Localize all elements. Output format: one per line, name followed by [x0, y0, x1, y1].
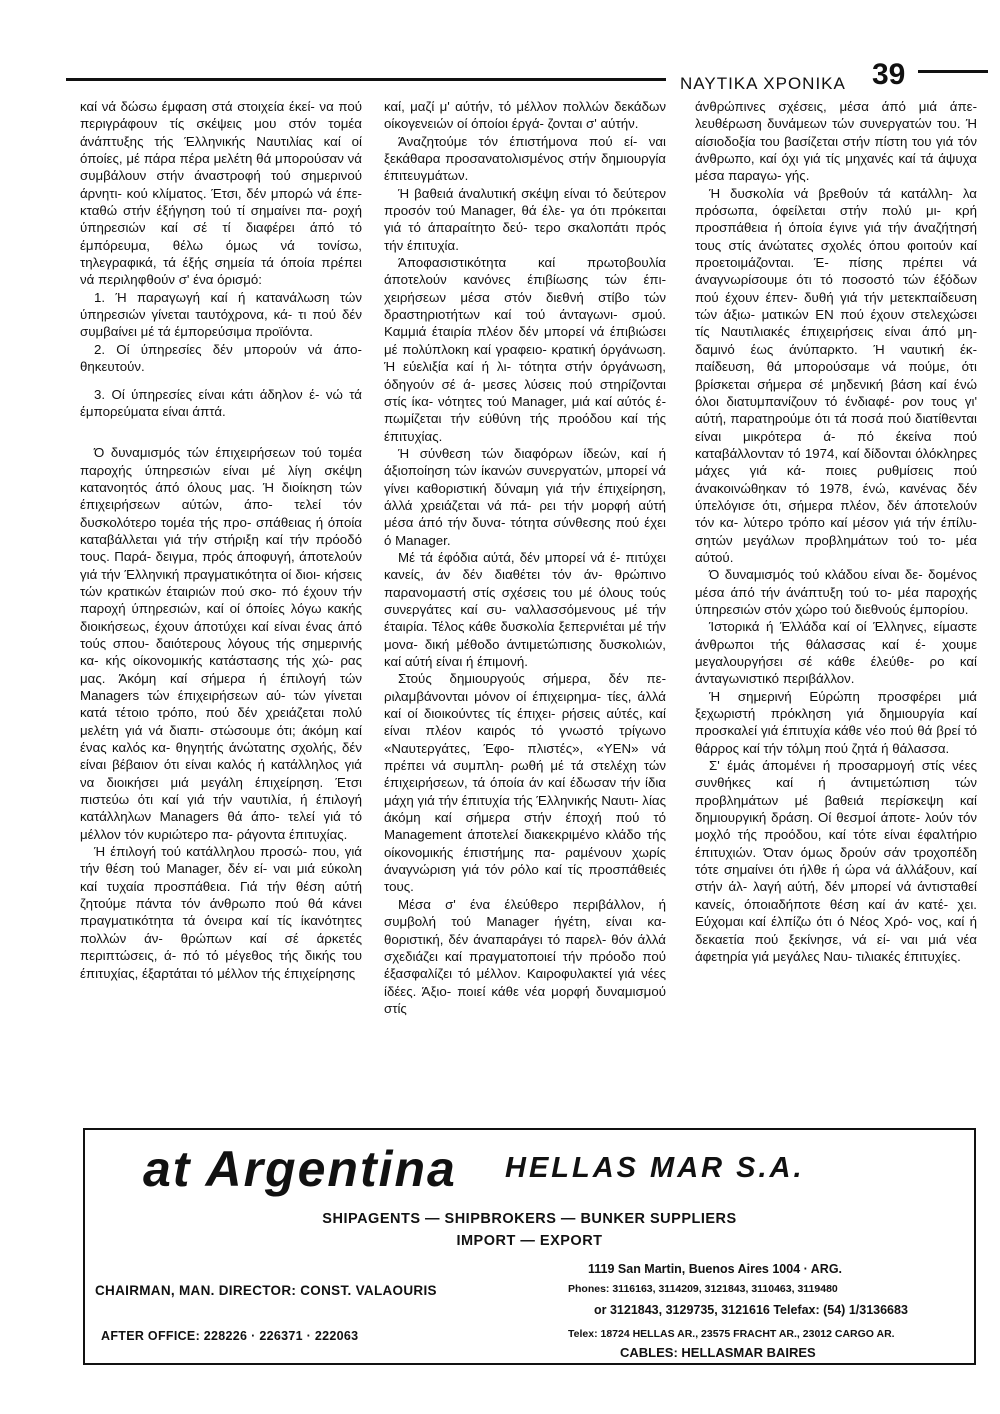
- header-rule-left: [66, 78, 666, 81]
- paragraph: Άναζητούμε τόν έπιστήμονα πού εί- ναι ξεκάθαρα προσανατολισμένος στήν δημιουργία έπιτευγμάτων.: [384, 133, 666, 184]
- paragraph: Ή σύνθεση τών διαφόρων ίδεών, καί ή άξιοποίηση τών ίκανών συνεργατών, μπορεί νά γίνει καθοριστική δύναμη γιά τήν έπιχείρηση, άλλά χρειάζεται νά πά- ρει τήν μορφή αύτή μέσα άπό τήν δυνα- τότητα σύνθεσης πού έχει ό Manager.: [384, 445, 666, 548]
- paragraph: καί νά δώσω έμφαση στά στοιχεία έκεί- να πού περιγράφουν τίς σκέψεις μου στόν τομέα άνάπτυξης τής Έλληνικής Ναυτιλίας καί οί όποίες, μέ πάρα πέρα μελέτη θά μπορούσαν νά συμβάλουν στήν άναστροφή τού σημερινού άρνητι- κού κλίματος. Έτσι, δέν μπορώ νά έπε- κταθώ στήν έξήγηση τού τί σημαίνει πα- ροχή ύπηρεσιών καί σέ τί διαφέρει άπό τό έμπόρευμα, θέλω όμως νά τονίσω, τηλεγραφικά, τά έξής σημεία τά όποία πρέπει νά περιληφθούν σ' ένα όρισμό:: [80, 99, 362, 288]
- paragraph: άνθρώπινες σχέσεις, μέσα άπό μιά άπε- λευθέρωση δυνάμεων τών συνεργατών του. Ή αίσιοδοξία του βασίζεται στήν πίστη του γιά τόν άνθρωπο, καί όχι γιά τίς μηχανές καί τά άψυχα μέσα παραγω- γής.: [695, 99, 977, 184]
- ad-phones-telefax: or 3121843, 3129735, 3121616 Telefax: (54) 1/3136683: [594, 1303, 908, 1317]
- header-rule-right: [918, 70, 988, 73]
- magazine-title: ΝΑΥΤΙΚΑ ΧΡΟΝΙΚΑ: [680, 74, 846, 93]
- advertisement-box: [83, 1128, 976, 1365]
- paragraph: 2. Οί ύπηρεσίες δέν μπορούν νά άπο- θηκευτούν.: [80, 341, 362, 375]
- ad-address: 1119 San Martin, Buenos Aires 1004 · ARG.: [588, 1262, 843, 1276]
- paragraph: 3. Οί ύπηρεσίες είναι κάτι άδηλον έ- νώ τά έμπορεύματα είναι άπτά.: [80, 386, 362, 419]
- paragraph: 1. Ή παραγωγή καί ή κατανάλωση τών ύπηρεσιών γίνεται ταυτόχρονα, κά- τι πού δέν συμβαίνει μέ τά έμπορεύσιμα προϊόντα.: [80, 289, 362, 340]
- article-column-1: [80, 98, 362, 982]
- paragraph: Ή δυσκολία νά βρεθούν τά κατάλλη- λα πρόσωπα, όφείλεται στήν πολύ μι- κρή προσπάθεια ή όποία έγινε γιά τήν άναζήτησή τους στίς άνώτατες σχολές όπου φοιτούν καί προετοιμάζονται. Έ- πίσης πρέπει νά άναγνωρίσουμε ότι τό ποσοστό τών έξόδων πού έχουν έπεν- δυθή γιά τήν μετεκπαίδευση τών άξιω- ματικών ΕΝ πού έχουν στελεχώσει τίς Ναυτιλιακές έπιχειρήσεις είναι άπό μη- δαμινό έως άνύπαρκτο. Ή ναυτική έκ- παίδευση, θά μπορούσαμε νά πούμε, ότι βρίσκεται σήμερα σέ μηδενική βάση καί ένώ όλοι διατυμπανίζουν τό ένδιαφέ- ρον τους γι' αύτή, παρατηρούμε ότι τά ποσά πού διατίθενται είναι μικρότερα ά- πό έκείνα πού καταβάλλονταν τό 1974, καί δίδονται όλόκληρες μάχες γιά κά- ποιες ρυθμίσεις πού άνακοινώθηκαν τό 1978, ένώ, κανένας δέν ύπελόγισε ότι, σήμερα πλέον, δέν άποτελούν τόν κα- λύτερο τρόπο καί μέσον γιά τήν έπίλυ- σητών μεγάλων προβλημάτων τού το- μέα αύτού.: [695, 185, 977, 565]
- article-column-2: [384, 98, 666, 1017]
- ad-title: at Argentina: [143, 1141, 457, 1197]
- paragraph: Σ' έμάς άπομένει ή προσαρμογή στίς νέες συνθήκες καί ή άντιμετώπιση τών προβλημάτων μέ βαθειά περίσκεψη καί δημιουργική δράση. Οί θεσμοί άποτε- λούν τόν μοχλό τής προόδου, καί τότε είναι έφαλτήριο έπιτυχιών. Όταν όμως δρούν σάν τροχοπέδη τότε σημαίνει ότι ήλθε ή ώρα νά άλλάξουν, καί στήν άλ- λαγή αύτή, δέν μπορεί νά άντισταθεί κανείς, όποιαδήποτε θέση καί άν κατέ- χει. Εύχομαι καί έλπίζω ότι ό Νέος Χρό- νος, καί ή δεκαετία πού ξεκίνησε, νά εί- ναι μιά νέα άφετηρία γιά μεγάλες Ναυ- τιλιακές έπιτυχίες.: [695, 758, 977, 964]
- page-number: 39: [872, 58, 906, 91]
- paragraph: Ό δυναμισμός τού κλάδου είναι δε- δομένος μέσα άπό τήν άνάπτυξη τού το- μέα παροχής ύπηρεσιών στόν χώρο τού διεθνούς έμπορίου.: [695, 567, 977, 617]
- paragraph: Ό δυναμισμός τών έπιχειρήσεων τού τομέα παροχής ύπηρεσιών είναι μέ λίγη σκέψη κατανοητός άπό όλους μας. Ή διοίκηση τών έπιχειρήσεων αύτών, άπο- τελεί τόν δυσκολότερο τομέα τής προ- σπάθειας ή όποία καταβάλλεται γιά τήν στήριξη καί τήν πρόοδό τους. Παρά- δειγμα, πρός άποφυγή, άποτελούν γιά τήν Έλληνική πραγματικότητα οί διοι- κήσεις τών κρατικών έταιριών πού σκο- πό έχουν τήν παροχή ύπηρεσιών, καί οί όποίες λόγω κακής διοικήσεως, έχουν άποτύχει καί είναι ένας άπό τούς σπου- δαιότερους λόγους τής σημερινής κα- κής οίκονομικής κατάστασης τής χώ- ρας μας. Άκόμη καί σήμερα ή έπιλογή τών Managers τών έπιχειρήσεων αύ- τών γίνεται κατά τέτοιο τρόπο, πού δέν χρειάζεται πολύ μελέτη γιά νά διαπι- στώσουμε ότι; άκόμη καί ένας καλός κα- θηγητής άνώτατης σχολής, δέν είναι βέβαιον ότι είναι καλός ή κατάλληλος γιά να διοικήσει μιά μεγάλη έπιχείρηση. Έτσι πιστεύω ότι καί γιά τήν ναυτιλία, ή έπιλογή κατάλληλων Managers θά άπο- τελεί γιά τό μέλλον τόν κυριώτερο πα- ράγοντα έπιτυχίας.: [80, 445, 362, 842]
- article-column-3: [695, 98, 977, 965]
- ad-cables: CABLES: HELLASMAR BAIRES: [620, 1345, 816, 1360]
- ad-chairman: CHAIRMAN, MAN. DIRECTOR: CONST. VALAOURIS: [95, 1283, 437, 1298]
- paragraph: Μέσα σ' ένα έλεύθερο περιβάλλον, ή συμβολή τού Manager ήγέτη, είναι κα- θοριστική, δέν άναπαράγει τό παρελ- θόν άλλά σχεδιάζει καί πραγματοποιεί τήν πρόοδο πού έξασφαλίζει τό μέλλον. Καιροφυλακτεί γιά νέες ίδέες. Άξιο- ποιεί κάθε νέα μορφή δυναμισμού στίς: [384, 896, 666, 1016]
- ad-telex: Telex: 18724 HELLAS AR., 23575 FRACHT AR., 23012 CARGO AR.: [568, 1328, 895, 1340]
- paragraph: Ή έπιλογή τού κατάλληλου προσώ- που, γιά τήν θέση τού Manager, δέν εί- ναι μιά εύκολη καί τυχαία προσπάθεια. Γιά τήν θέση αύτή ζητούμε πάντα τόν άνθρωπο πού θά κάνει πραγματικότητα τά όνειρα καί τίς ίκανότητες πολλών άν- θρώπων καί σέ άρκετές περιπτώσεις, ά- πό τό μέγεθος τής δικής του έπιτυχίας, έξαρτάται τό μέλλον τής έπιχείρησης: [80, 844, 362, 981]
- ad-phones: Phones: 3116163, 3114209, 3121843, 3110463, 3119480: [568, 1283, 838, 1295]
- paragraph: Άποφασιστικότητα καί πρωτοβουλία άποτελούν κανόνες έπιβίωσης τών έπι- χειρήσεων μέσα στόν διεθνή στίβο τών δραστηριοτήτων καί τού άνταγωνι- σμού. Καμμιά έταιρία πλέον δέν μπορεί νά έπιβιώσει μέ πολύπλοκη καί γραφειο- κρατική όργάνωση. Ή εύελιξία καί ή λι- τότητα στήν όργάνωση, όδηγούν σέ ά- μεσες λύσεις πού στηρίζονται στίς ίκα- νότητες τού Manager, μιά καί αύτός έ- πωμίζεται τήν εύθύνη τής προόδου καί τής έπιτυχίας.: [384, 255, 666, 444]
- paragraph: Μέ τά έφόδια αύτά, δέν μπορεί νά έ- πιτύχει κανείς, άν δέν διαθέτει τόν άν- θρώπινο παρανομαστή στίς σχέσεις του μέ όλους τούς συνεργάτες καί συ- ναλλασσόμενους μέ τήν έταιρία. Τέλος κάθε δυσκολία ξεπερνιέται μέ τήν μονα- δική μέθοδο άντιμετώπισης δυσκολιών, καί αύτή είναι ή έπιμονή.: [384, 549, 666, 669]
- paragraph: Ή σημερινή Εύρώπη προσφέρει μιά ξεχωριστή πρόκληση γιά δημιουργία καί προσκαλεί γιά έπιτυχία κάθε νέο πού θά βρεί τό θάρρος καί τήν τόλμη πού ζητά ή θάλασσα.: [695, 688, 977, 756]
- ad-after-office: AFTER OFFICE: 228226 · 226371 · 222063: [101, 1329, 359, 1343]
- paragraph: Ίστορικά ή Έλλάδα καί οί Έλληνες, είμαστε άνθρωποι τής θάλασσας καί έ- χουμε μεγαλουργήσει σέ κάθε έλεύθε- ρο καί άνταγωνιστικό περιβάλλον.: [695, 619, 977, 687]
- ad-services: SHIPAGENTS — SHIPBROKERS — BUNKER SUPPLIERS: [322, 1211, 737, 1227]
- paragraph: Στούς δημιουργούς σήμερα, δέν πε- ριλαμβάνονται μόνον οί έπιχειρημα- τίες, άλλά καί οί διοικούντες τίς έπιχει- ρήσεις αύτές, καί είναι πλέον καιρός τό γνωστό τρίγωνο «Ναυτεργάτες, Έφο- πλιστές», «ΥΕΝ» νά πρέπει νά συμπλη- ρωθή μέ τά στελέχη τών έπιχειρήσεων, τά όποία άν καί έδωσαν τήν ίδια μάχη γιά τήν έπιτυχία τής Έλληνικής Ναυτι- λίας άκόμη καί σήμερα στήν έποχή πού τό Management άποτελεί διακεκριμένο κλάδο τής οίκονομικής έπιστήμης πα- ραμένουν χωρίς άναγνώριση γιά τόν ρόλο καί τίς προσπάθειές τους.: [384, 671, 666, 895]
- ad-company-name: HELLAS MAR S.A.: [505, 1152, 805, 1184]
- paragraph: καί, μαζί μ' αύτήν, τό μέλλον πολλών δεκάδων οίκογενειών οί όποίοι έργά- ζονται σ' αύτήν.: [384, 99, 666, 132]
- ad-import-export: IMPORT — EXPORT: [456, 1233, 603, 1249]
- paragraph: Ή βαθειά άναλυτική σκέψη είναι τό δεύτερον προσόν τού Manager, θά έλε- γα ότι πρόκειται γιά τό άπαραίτητο δεύ- τερο σκαλοπάτι πρός τήν έπιτυχία.: [384, 185, 666, 253]
